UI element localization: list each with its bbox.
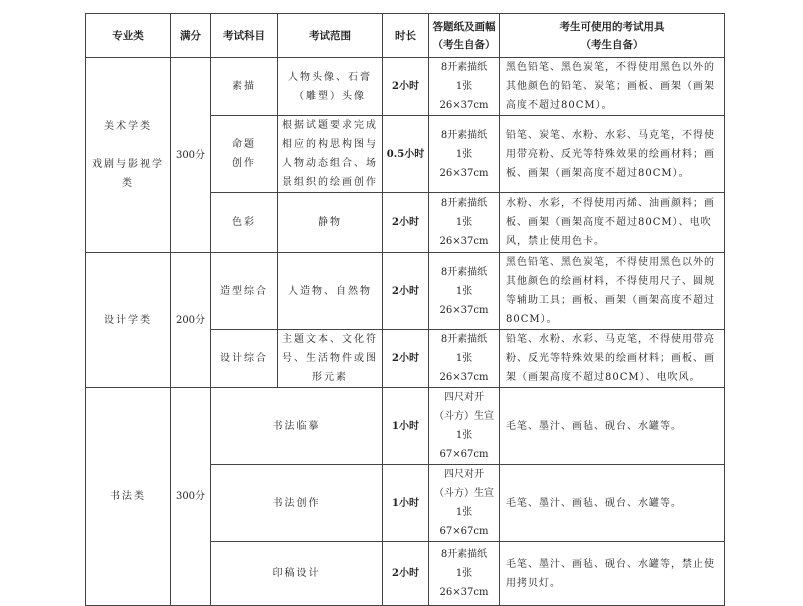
subject-cell: 书法临摹 <box>211 388 383 465</box>
scope-cell: 静物 <box>278 193 383 253</box>
table-row <box>86 388 725 465</box>
paper-cell: 8开素描纸 1张 26×37cm <box>429 330 500 388</box>
duration-cell: 2小时 <box>383 58 429 116</box>
tools-cell: 毛笔、墨汁、画毡、砚台、水罐等。 <box>500 388 725 465</box>
paper-cell: 8开素描纸 1张 26×37cm <box>429 116 500 193</box>
category-cell: 美术学类 戏剧与影视学类 <box>86 58 171 253</box>
subject-cell: 书法创作 <box>211 465 383 542</box>
tools-cell: 黑色铅笔、黑色炭笔，不得使用黑色以外的其他颜色的绘画材料，不得使用尺子、圆规等辅助工具；画板、画架（画架高度不超过80CM）。 <box>500 253 725 330</box>
scope-cell: 人造物、自然物 <box>278 253 383 330</box>
subject-cell: 印稿设计 <box>211 542 383 606</box>
tools-cell: 铅笔、炭笔、水粉、水彩、马克笔，不得使用带亮粉、反光等特殊效果的绘画材料；画板、画架（画架高度不超过80CM）。 <box>500 116 725 193</box>
paper-cell: 8开素描纸 1张 26×37cm <box>429 193 500 253</box>
score-cell: 300分 <box>171 58 211 253</box>
score-cell: 300分 <box>171 388 211 606</box>
subject-cell: 色彩 <box>211 193 278 253</box>
scope-cell: 主题文本、文化符号、生活物件或图形元素 <box>278 330 383 388</box>
header-category: 专业类 <box>86 14 171 58</box>
category-cell: 设计学类 <box>86 253 171 388</box>
subject-cell: 素描 <box>211 58 278 116</box>
tools-cell: 毛笔、墨汁、画毡、砚台、水罐等，禁止使用拷贝灯。 <box>500 542 725 606</box>
score-cell: 200分 <box>171 253 211 388</box>
category-cell: 书法类 <box>86 388 171 606</box>
duration-cell: 2小时 <box>383 253 429 330</box>
tools-cell: 铅笔、水粉、水彩、马克笔，不得使用带亮粉、反光等特殊效果的绘画材料；画板、画架（画架高度不超过80CM）、电吹风。 <box>500 330 725 388</box>
duration-cell: 2小时 <box>383 193 429 253</box>
tools-cell: 水粉、水彩，不得使用丙烯、油画颜料；画板、画架（画架高度不超过80CM）、电吹风，禁止使用色卡。 <box>500 193 725 253</box>
header-tools: 考生可使用的考试用具 （考生自备） <box>500 14 725 58</box>
header-duration: 时长 <box>383 14 429 58</box>
paper-cell: 8开素描纸 1张 26×37cm <box>429 542 500 606</box>
table-row <box>86 253 725 330</box>
paper-cell: 8开素描纸 1张 26×37cm <box>429 253 500 330</box>
header-row <box>86 14 725 58</box>
header-subject: 考试科目 <box>211 14 278 58</box>
header-paper: 答题纸及画幅 （考生自备） <box>429 14 500 58</box>
table-row <box>86 58 725 116</box>
header-scope: 考试范围 <box>278 14 383 58</box>
scope-cell: 根据试题要求完成相应的构思构图与人物动态组合、场景组织的绘画创作 <box>278 116 383 193</box>
duration-cell: 1小时 <box>383 465 429 542</box>
tools-cell: 黑色铅笔、黑色炭笔，不得使用黑色以外的其他颜色的铅笔、炭笔；画板、画架（画架高度不超过80CM）。 <box>500 58 725 116</box>
header-score: 满分 <box>171 14 211 58</box>
subject-cell: 命题 创作 <box>211 116 278 193</box>
duration-cell: 2小时 <box>383 542 429 606</box>
subject-cell: 造型综合 <box>211 253 278 330</box>
paper-cell: 8开素描纸 1张 26×37cm <box>429 58 500 116</box>
scope-cell: 人物头像、石膏 （雕塑）头像 <box>278 58 383 116</box>
exam-requirements-table <box>85 13 725 606</box>
paper-cell: 四尺对开 （斗方）生宣 1张 67×67cm <box>429 465 500 542</box>
subject-cell: 设计综合 <box>211 330 278 388</box>
duration-cell: 0.5小时 <box>383 116 429 193</box>
paper-cell: 四尺对开 （斗方）生宣 1张 67×67cm <box>429 388 500 465</box>
tools-cell: 毛笔、墨汁、画毡、砚台、水罐等。 <box>500 465 725 542</box>
duration-cell: 1小时 <box>383 388 429 465</box>
duration-cell: 2小时 <box>383 330 429 388</box>
